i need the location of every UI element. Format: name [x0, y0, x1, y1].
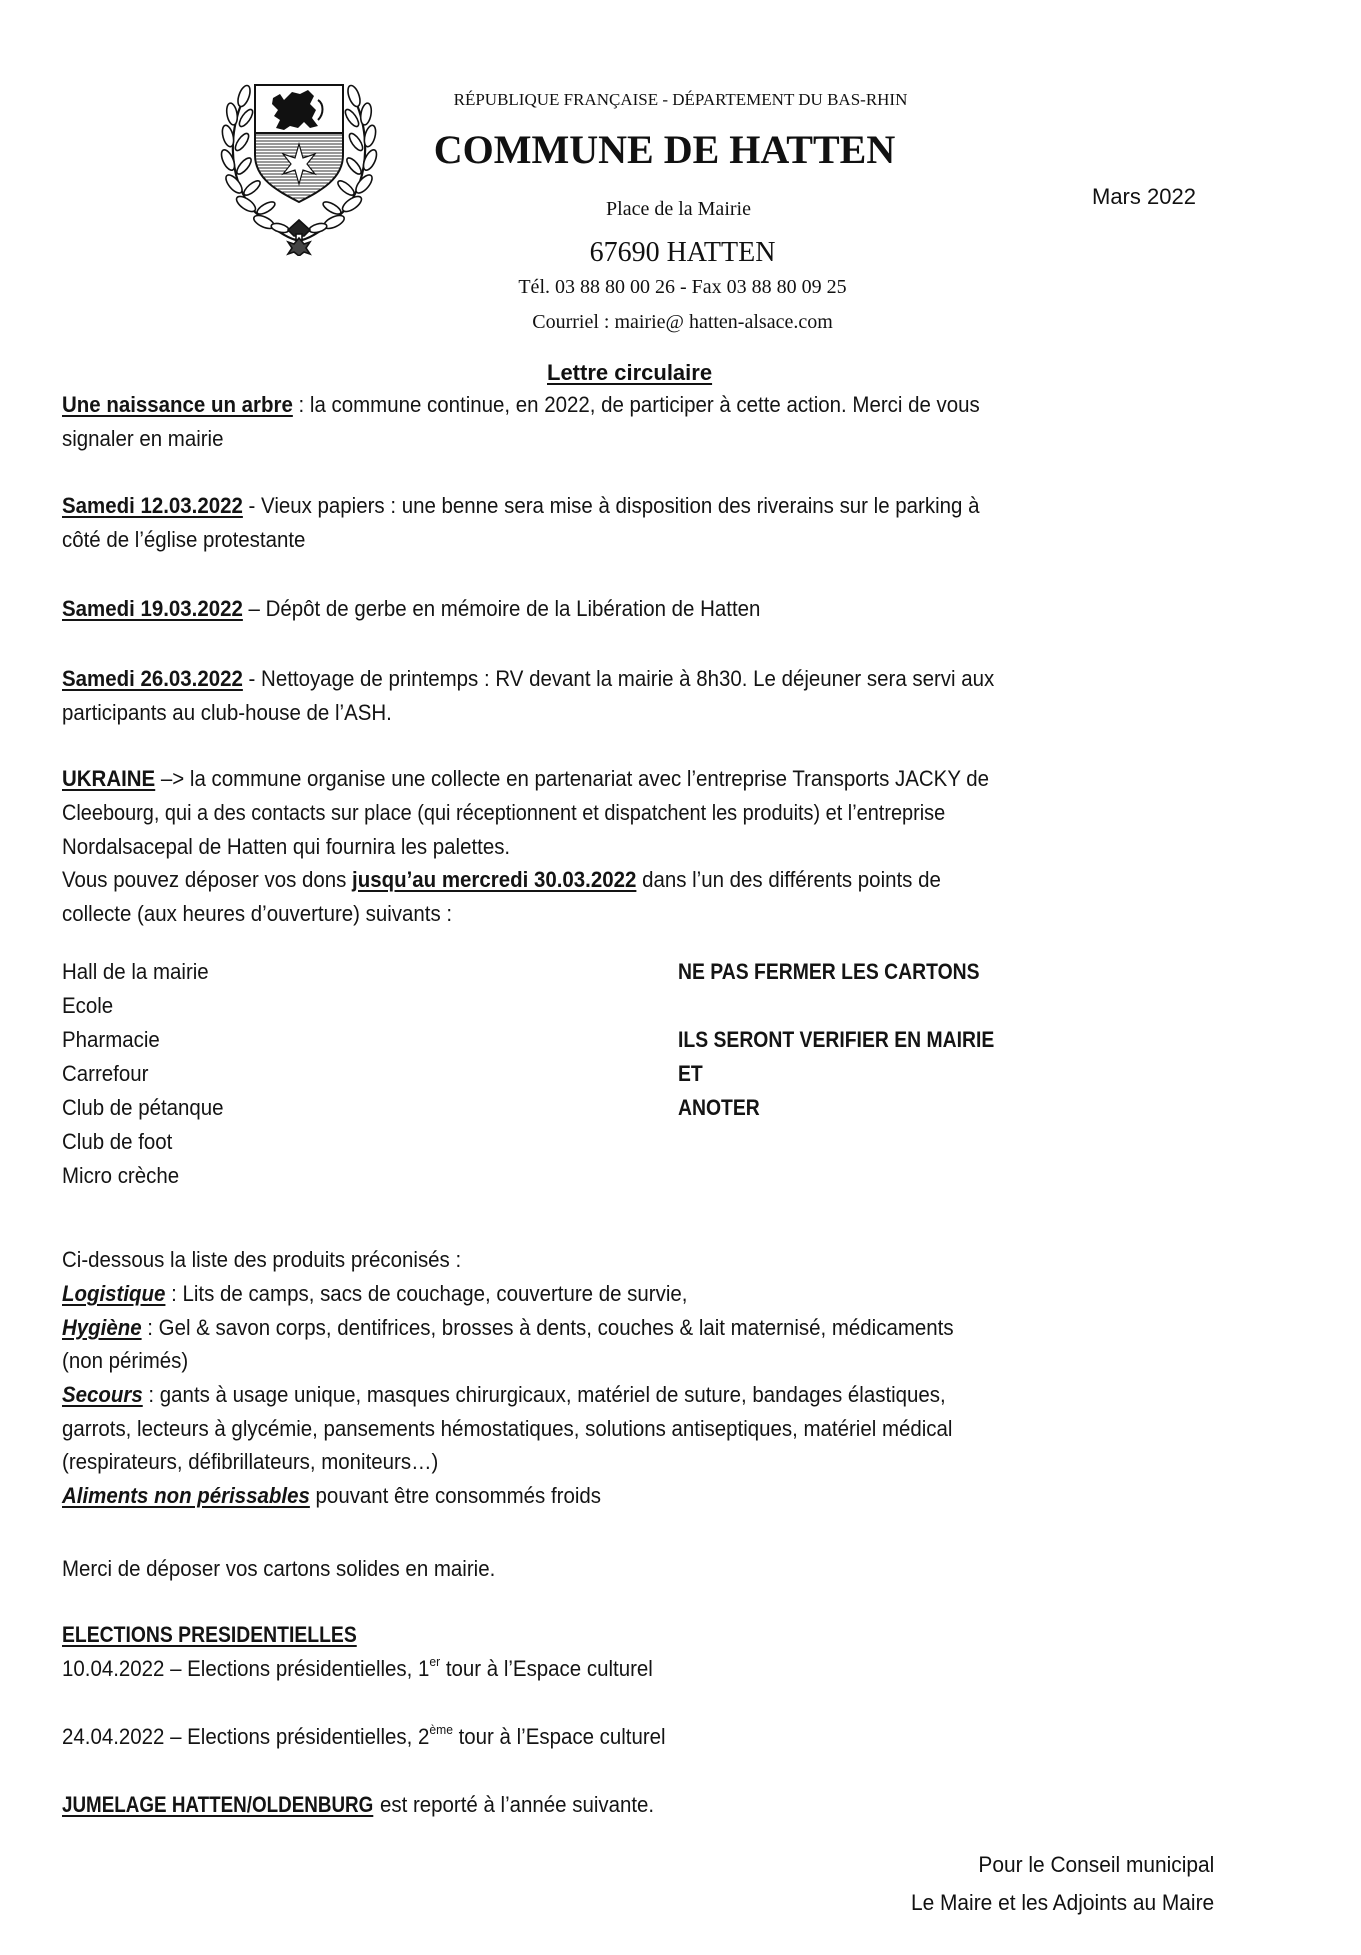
- round1-rest: tour à l’Espace culturel: [440, 1656, 653, 1681]
- signature-line2: Le Maire et les Adjoints au Maire: [910, 1890, 1214, 1915]
- gerbe-line1: [62, 596, 760, 622]
- nettoyage-text: - Nettoyage de printemps : RV devant la mairie à 8h30. Le déjeuner sera servi aux: [242, 666, 995, 691]
- logistique-line: [62, 1281, 687, 1307]
- ukraine-title: UKRAINE: [62, 766, 156, 791]
- hygiene-text: : Gel & savon corps, dentifrices, brosses à dents, couches & lait maternisé, médicaments: [141, 1315, 954, 1340]
- gerbe-text: – Dépôt de gerbe en mémoire de la Libération de Hatten: [242, 596, 761, 621]
- ukraine-line3: Nordalsacepal de Hatten qui fournira les palettes.: [62, 834, 511, 859]
- cartons-line: Merci de déposer vos cartons solides en mairie.: [62, 1556, 496, 1581]
- ukraine-deadline: jusqu’au mercredi 30.03.2022: [352, 867, 637, 892]
- secours-label: Secours: [62, 1382, 143, 1407]
- nettoyage-date: Samedi 26.03.2022: [62, 666, 243, 691]
- notice-and: ET: [678, 1061, 703, 1086]
- collection-point: Micro crèche: [62, 1163, 180, 1188]
- secours-line: [62, 1382, 946, 1408]
- naissance-line2: signaler en mairie: [62, 426, 224, 451]
- gerbe-date: Samedi 19.03.2022: [62, 596, 243, 621]
- signature-line1: Pour le Conseil municipal: [978, 1852, 1214, 1877]
- notice-note: ANOTER: [678, 1095, 760, 1120]
- jumelage-line: [62, 1792, 654, 1818]
- naissance-line1: [62, 392, 980, 418]
- collection-point: Ecole: [62, 993, 114, 1018]
- commune-title: COMMUNE DE HATTEN: [433, 127, 896, 172]
- elections-title: ELECTIONS PRESIDENTIELLES: [62, 1622, 357, 1647]
- collection-point: Club de pétanque: [62, 1095, 224, 1120]
- ukraine-line5: collecte (aux heures d’ouverture) suivants :: [62, 901, 453, 926]
- letter-type: Lettre circulaire: [547, 360, 713, 385]
- hygiene-label: Hygiène: [62, 1315, 142, 1340]
- naissance-text: : la commune continue, en 2022, de participer à cette action. Merci de vous: [292, 392, 980, 417]
- produits-intro: Ci-dessous la liste des produits préconisés :: [62, 1247, 462, 1272]
- round2-rest: tour à l’Espace culturel: [452, 1724, 666, 1749]
- elections-round1: [62, 1653, 653, 1682]
- ukraine-deposit-text: Vous pouvez déposer vos dons: [62, 867, 353, 892]
- collection-point: Pharmacie: [62, 1027, 160, 1052]
- collection-point: Club de foot: [62, 1129, 173, 1154]
- secours-line3: (respirateurs, défibrillateurs, moniteurs…): [62, 1449, 439, 1474]
- jumelage-text: est reporté à l’année suivante.: [374, 1792, 655, 1817]
- secours-text: : gants à usage unique, masques chirurgicaux, matériel de suture, bandages élastiques,: [142, 1382, 946, 1407]
- notice-no-close: NE PAS FERMER LES CARTONS: [678, 959, 980, 984]
- ukraine-deposit-rest: dans l’un des différents points de: [636, 867, 941, 892]
- address-line2: 67690 HATTEN: [589, 237, 776, 268]
- aliments-text: pouvant être consommés froids: [309, 1483, 602, 1508]
- hygiene-line: [62, 1315, 954, 1341]
- collection-point: Hall de la mairie: [62, 959, 209, 984]
- round1-text: 10.04.2022 – Elections présidentielles, 1: [62, 1656, 430, 1681]
- notice-verify: ILS SERONT VERIFIER EN MAIRIE: [678, 1027, 995, 1052]
- round1-sup: er: [429, 1653, 441, 1669]
- ukraine-line4: [62, 867, 941, 893]
- jumelage-title: JUMELAGE HATTEN/OLDENBURG: [62, 1792, 374, 1817]
- naissance-title: Une naissance un arbre: [62, 392, 293, 417]
- ukraine-line2: Cleebourg, qui a des contacts sur place (qui réceptionnent et dispatchent les produits) et l’entreprise: [62, 800, 946, 825]
- ukraine-line1: [62, 766, 989, 792]
- phone-fax: Tél. 03 88 80 00 26 - Fax 03 88 80 09 25: [518, 276, 847, 298]
- letter-date: Mars 2022: [1092, 184, 1196, 209]
- aliments-line: [62, 1483, 601, 1509]
- logistique-label: Logistique: [62, 1281, 166, 1306]
- aliments-label: Aliments non périssables: [62, 1483, 310, 1508]
- round2-text: 24.04.2022 – Elections présidentielles, 2: [62, 1724, 430, 1749]
- logistique-text: : Lits de camps, sacs de couchage, couverture de survie,: [165, 1281, 688, 1306]
- papiers-line1: [62, 493, 979, 519]
- papiers-date: Samedi 12.03.2022: [62, 493, 243, 518]
- secours-line2: garrots, lecteurs à glycémie, pansements hémostatiques, solutions antiseptiques, matériel médical: [62, 1416, 953, 1441]
- email-address[interactable]: Courriel : mairie@ hatten-alsace.com: [532, 311, 833, 333]
- republic-line: RÉPUBLIQUE FRANÇAISE - DÉPARTEMENT DU BAS-RHIN: [453, 90, 908, 109]
- collection-point: Carrefour: [62, 1061, 149, 1086]
- elections-round2: [62, 1721, 666, 1750]
- hygiene-line2: (non périmés): [62, 1348, 189, 1373]
- address-line1: Place de la Mairie: [606, 198, 751, 220]
- papiers-line2: côté de l’église protestante: [62, 527, 306, 552]
- ukraine-text: –> la commune organise une collecte en partenariat avec l’entreprise Transports JACKY de: [155, 766, 990, 791]
- papiers-text: - Vieux papiers : une benne sera mise à disposition des riverains sur le parking à: [242, 493, 980, 518]
- nettoyage-line2: participants au club-house de l’ASH.: [62, 700, 392, 725]
- nettoyage-line1: [62, 666, 994, 692]
- round2-sup: ème: [429, 1721, 453, 1737]
